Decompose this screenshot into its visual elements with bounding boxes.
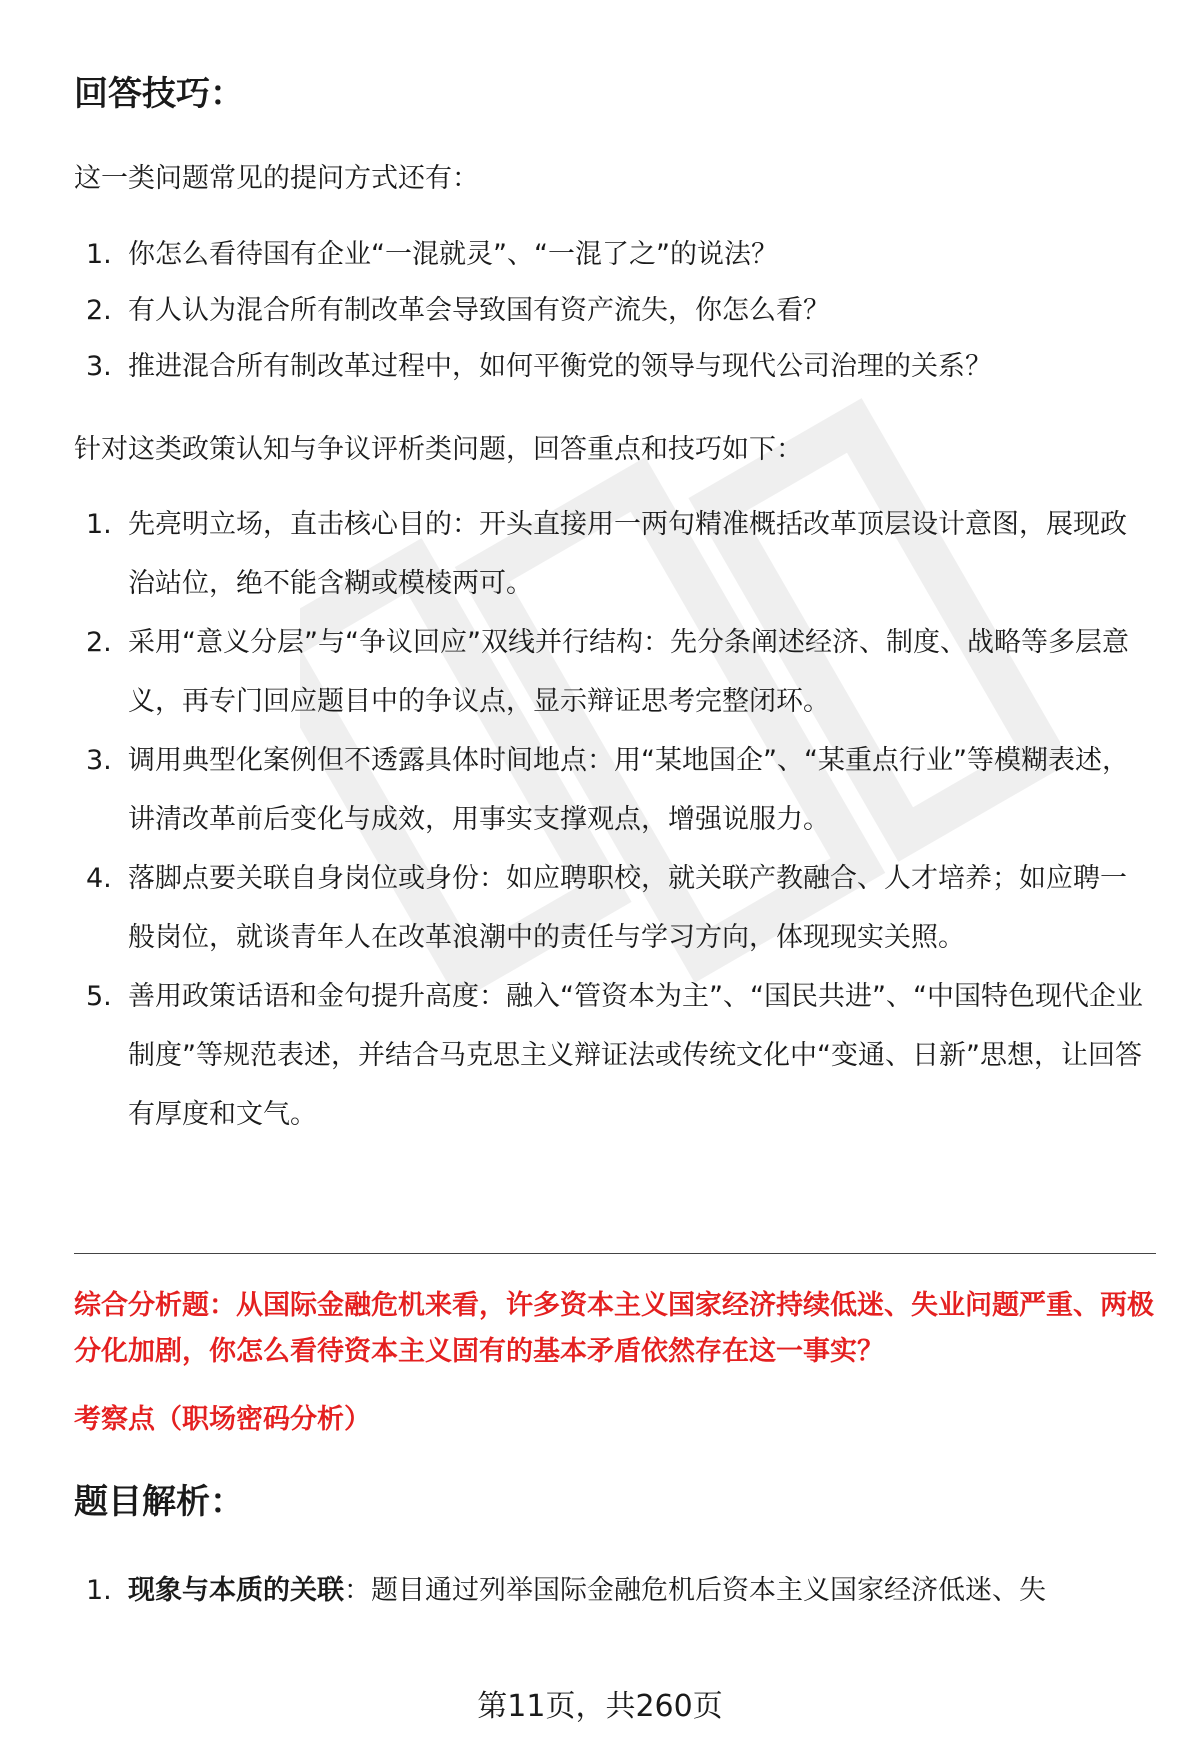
list-item <box>74 613 1144 731</box>
list-item <box>74 849 1144 967</box>
list-item <box>74 495 1144 613</box>
list-item <box>74 281 1144 340</box>
question-title: 综合分析题：从国际金融危机来看，许多资本主义国家经济持续低迷、失业问题严重、两极分化加剧，你怎么看待资本主义固有的基本矛盾依然存在这一事实？ <box>74 1290 1154 1367</box>
list-number: 1. <box>86 509 112 540</box>
list-text: 采用“意义分层”与“争议回应”双线并行结构：先分条阐述经济、制度、战略等多层意义，再专门回应题目中的争议点，显示辩证思考完整闭环。 <box>128 627 1129 717</box>
list-text: ：题目通过列举国际金融危机后资本主义国家经济低迷、失 <box>344 1575 1046 1606</box>
heading-analysis: 题目解析： <box>74 1482 244 1522</box>
list-item <box>74 225 1144 284</box>
list-bold-text: 现象与本质的关联 <box>128 1575 344 1606</box>
list-text: 善用政策话语和金句提升高度：融入“管资本为主”、“国民共进”、“中国特色现代企业制度”等规范表述，并结合马克思主义辩证法或传统文化中“变通、日新”思想，让回答有厚度和文气。 <box>128 981 1143 1130</box>
list-number: 3. <box>86 351 112 382</box>
analysis-list <box>74 1561 1144 1620</box>
list-number: 1. <box>86 1575 112 1606</box>
list-number: 5. <box>86 981 112 1012</box>
list-item <box>74 337 1144 396</box>
list-number: 3. <box>86 745 112 776</box>
list-number: 2. <box>86 295 112 326</box>
list-text: 有人认为混合所有制改革会导致国有资产流失，你怎么看？ <box>128 295 830 326</box>
list-text: 先亮明立场，直击核心目的：开头直接用一两句精准概括改革顶层设计意图，展现政治站位，绝不能含糊或模棱两可。 <box>128 509 1127 599</box>
heading-answer-tips: 回答技巧： <box>74 74 244 114</box>
question-subtitle: 考察点（职场密码分析） <box>74 1404 371 1435</box>
section-divider <box>74 1253 1156 1254</box>
question-list <box>74 225 1144 396</box>
list-item <box>74 967 1144 1144</box>
page-number: 第11页，共260页 <box>477 1689 723 1724</box>
list-number: 2. <box>86 627 112 658</box>
list-text: 落脚点要关联自身岗位或身份：如应聘职校，就关联产教融合、人才培养；如应聘一般岗位，就谈青年人在改革浪潮中的责任与学习方向，体现现实关照。 <box>128 863 1127 953</box>
list-number: 4. <box>86 863 112 894</box>
list-item <box>74 731 1144 849</box>
intro-text-2: 针对这类政策认知与争议评析类问题，回答重点和技巧如下： <box>74 434 803 465</box>
intro-text: 这一类问题常见的提问方式还有： <box>74 163 479 194</box>
list-text: 推进混合所有制改革过程中，如何平衡党的领导与现代公司治理的关系？ <box>128 351 992 382</box>
list-text: 调用典型化案例但不透露具体时间地点：用“某地国企”、“某重点行业”等模糊表述，讲清改革前后变化与成效，用事实支撑观点，增强说服力。 <box>128 745 1129 835</box>
list-item <box>74 1561 1144 1620</box>
tips-list <box>74 495 1144 1144</box>
list-text: 你怎么看待国有企业“一混就灵”、“一混了之”的说法？ <box>128 239 778 270</box>
list-number: 1. <box>86 239 112 270</box>
